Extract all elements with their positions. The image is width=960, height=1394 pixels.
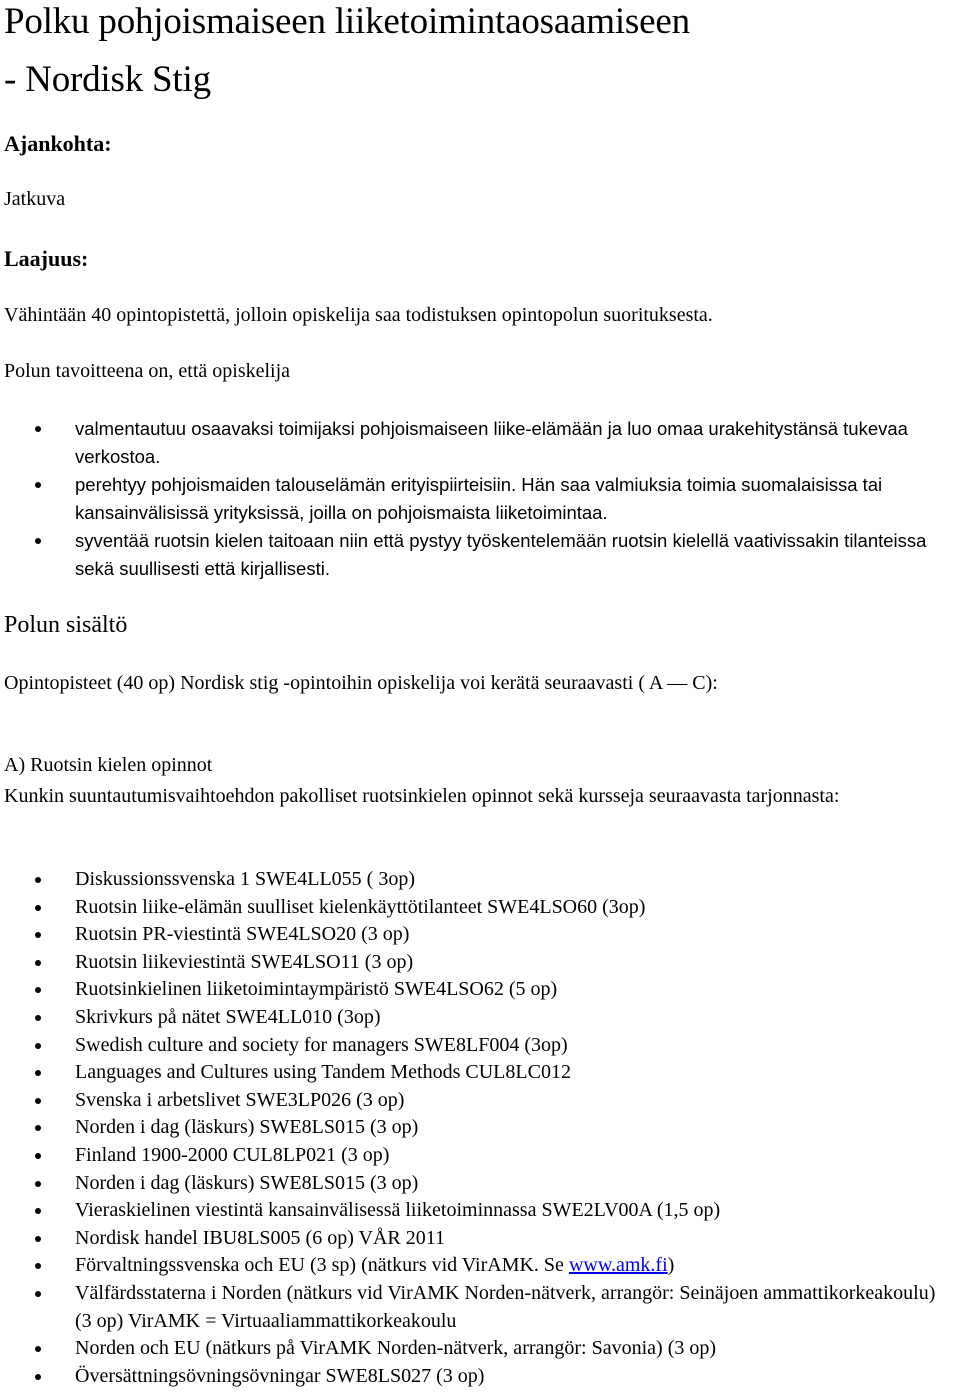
list-item: Norden i dag (läskurs) SWE8LS015 (3 op): [4, 1170, 960, 1198]
list-item: Ruotsin liikeviestintä SWE4LSO11 (3 op): [4, 949, 960, 977]
bullet-icon: [35, 960, 41, 966]
bullet-icon: [35, 1208, 41, 1214]
list-item: Norden i dag (läskurs) SWE8LS015 (3 op): [4, 1114, 960, 1142]
bullet-icon: [35, 1374, 41, 1380]
courses-list: [4, 866, 960, 1390]
bullet-icon: [35, 538, 41, 544]
bullet-icon: [35, 426, 41, 432]
content-intro: Opintopisteet (40 op) Nordisk stig -opintoihin opiskelija voi kerätä seuraavasti ( A — C):: [4, 672, 718, 694]
content-heading: Polun sisältö: [4, 612, 128, 638]
goals-list: [4, 415, 960, 583]
list-item: Diskussionssvenska 1 SWE4LL055 ( 3op): [4, 866, 960, 894]
amk-link[interactable]: www.amk.fi: [568, 1254, 668, 1277]
goals-intro: Polun tavoitteena on, että opiskelija: [4, 360, 291, 382]
page-title: [4, 0, 690, 109]
bullet-icon: [35, 932, 41, 938]
bullet-icon: [35, 905, 41, 911]
bullet-icon: [35, 1153, 41, 1159]
bullet-icon: [35, 1098, 41, 1104]
list-item: Översättningsövningsövningar SWE8LS027 (3 op): [4, 1363, 960, 1391]
list-item: Finland 1900-2000 CUL8LP021 (3 op): [4, 1142, 960, 1170]
list-item: Skrivkurs på nätet SWE4LL010 (3op): [4, 1004, 960, 1032]
list-item: Ruotsinkielinen liiketoimintaympäristö SWE4LSO62 (5 op): [4, 976, 960, 1004]
list-item: Norden och EU (nätkurs på VirAMK Norden-nätverk, arrangör: Savonia) (3 op): [4, 1335, 960, 1363]
bullet-icon: [35, 1070, 41, 1076]
section-a-title: A) Ruotsin kielen opinnot: [4, 754, 213, 776]
list-item: Nordisk handel IBU8LS005 (6 op) VÅR 2011: [4, 1225, 960, 1253]
list-item: Ruotsin liike-elämän suulliset kielenkäyttötilanteet SWE4LSO60 (3op): [4, 894, 960, 922]
bullet-icon: [35, 1291, 41, 1297]
bullet-icon: [35, 1125, 41, 1131]
bullet-icon: [35, 482, 41, 488]
bullet-icon: [35, 1346, 41, 1352]
list-item: Swedish culture and society for managers SWE8LF004 (3op): [4, 1032, 960, 1060]
list-item: Vieraskielinen viestintä kansainvälisessä liiketoiminnassa SWE2LV00A (1,5 op): [4, 1197, 960, 1225]
bullet-icon: [35, 1263, 41, 1269]
list-item: Ruotsin PR-viestintä SWE4LSO20 (3 op): [4, 921, 960, 949]
list-item: perehtyy pohjoismaiden talouselämän erityispiirteisiin. Hän saa valmiuksia toimia suomalaisissa tai kansainvälisissä yrityksissä, joilla on pohjoismaista liiketoimintaa.: [4, 471, 960, 527]
bullet-icon: [35, 987, 41, 993]
bullet-icon: [35, 1236, 41, 1242]
list-item: valmentautuu osaavaksi toimijaksi pohjoismaiseen liike-elämään ja luo omaa urakehitystänsä tukevaa verkostoa.: [4, 415, 960, 471]
list-item: Välfärdsstaterna i Norden (nätkurs vid VirAMK Norden-nätverk, arrangör: Seinäjoen ammattikorkeakoulu) (3 op) VirAMK = Virtuaaliammattikorkeakoulu: [4, 1280, 960, 1335]
laajuus-value: Vähintään 40 opintopistettä, jolloin opiskelija saa todistuksen opintopolun suorituksesta.: [4, 304, 713, 326]
bullet-icon: [35, 877, 41, 883]
list-item: syventää ruotsin kielen taitoaan niin että pystyy työskentelemään ruotsin kielellä vaativissakin tilanteissa sekä suullisesti että kirjallisesti.: [4, 527, 960, 583]
list-item: Languages and Cultures using Tandem Methods CUL8LC012: [4, 1059, 960, 1087]
bullet-icon: [35, 1043, 41, 1049]
list-item: Svenska i arbetslivet SWE3LP026 (3 op): [4, 1087, 960, 1115]
list-item: Förvaltningssvenska och EU (3 sp) (nätkurs vid VirAMK. Se www.amk.fi): [4, 1252, 960, 1280]
ajankohta-value: Jatkuva: [4, 188, 66, 210]
bullet-icon: [35, 1015, 41, 1021]
ajankohta-heading: Ajankohta:: [4, 131, 112, 156]
title-line-1: Polku pohjoismaiseen liiketoimintaosaamiseen: [4, 1, 690, 42]
laajuus-heading: Laajuus:: [4, 246, 89, 271]
section-a-description: Kunkin suuntautumisvaihtoehdon pakolliset ruotsinkielen opinnot sekä kursseja seuraavasta tarjonnasta:: [4, 785, 840, 807]
title-line-2: - Nordisk Stig: [4, 59, 211, 100]
bullet-icon: [35, 1181, 41, 1187]
